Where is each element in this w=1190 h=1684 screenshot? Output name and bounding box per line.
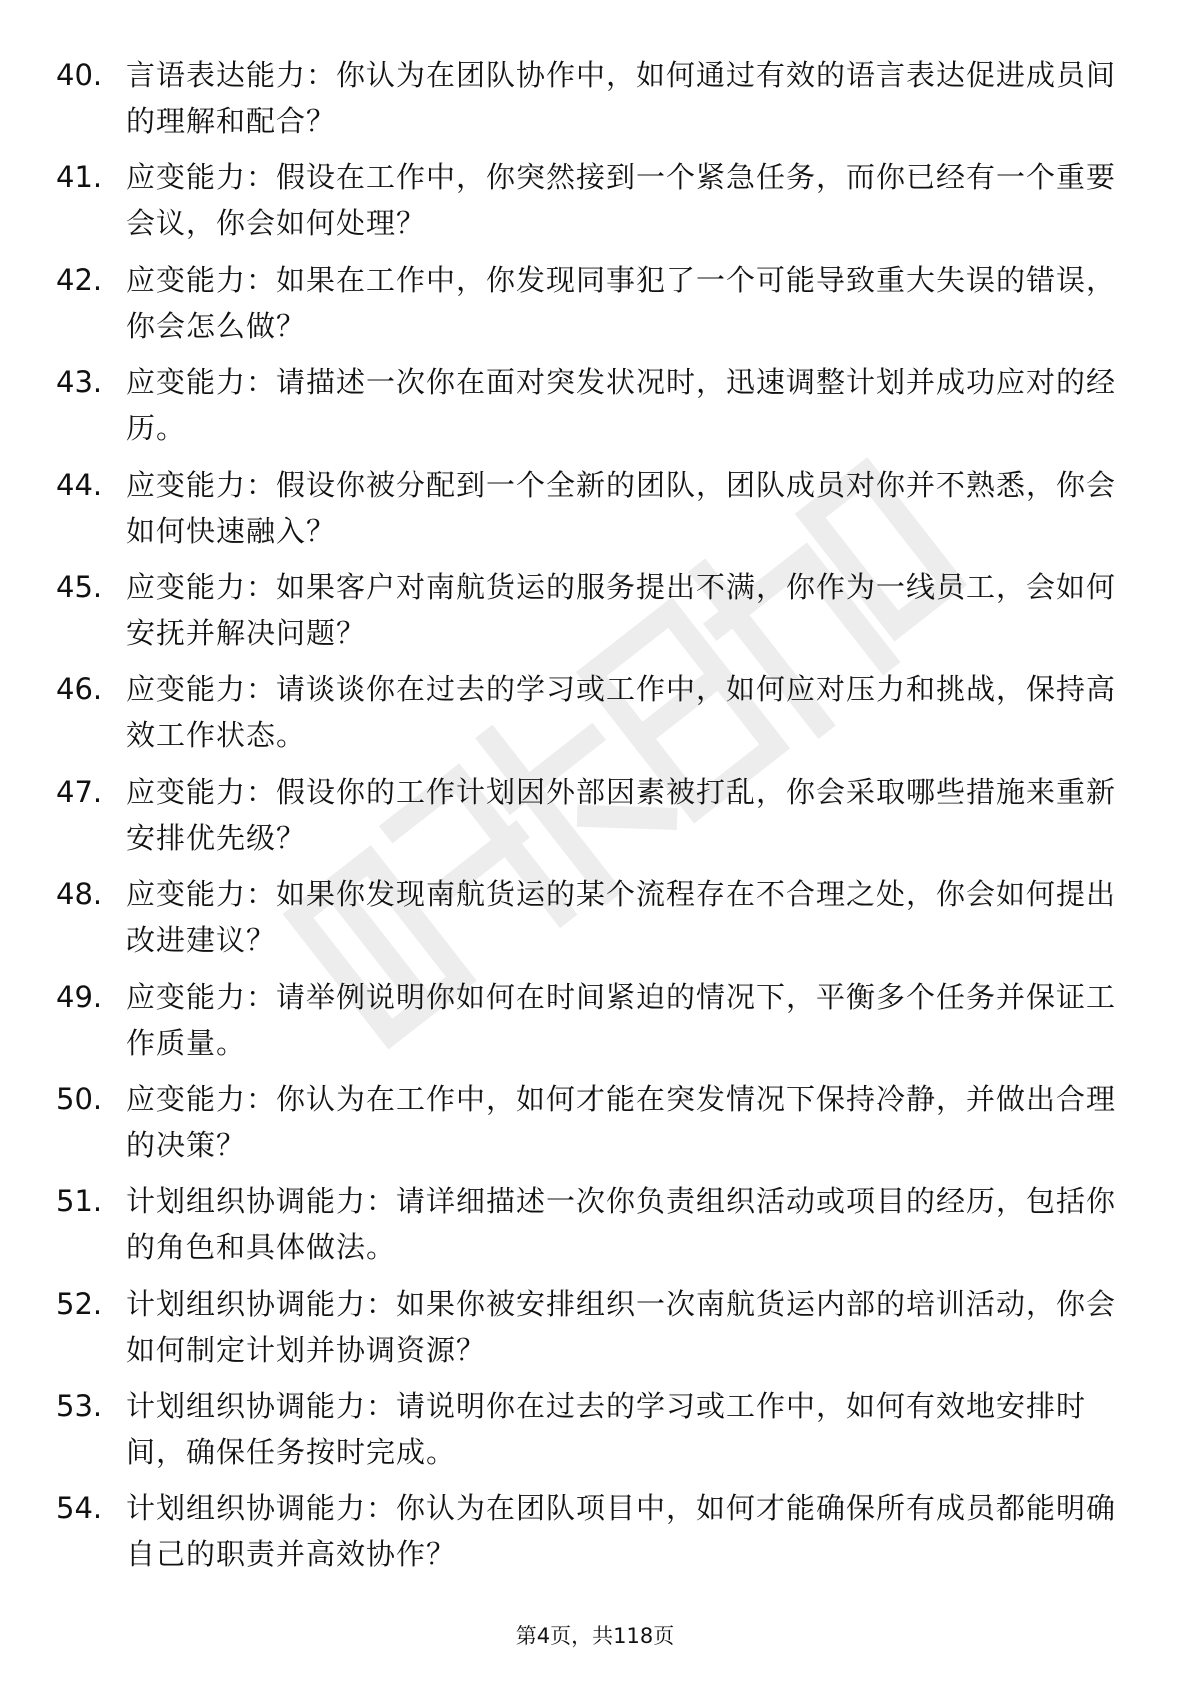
- question-text: 计划组织协调能力：请详细描述一次你负责组织活动或项目的经历，包括你的角色和具体做法。: [126, 1184, 1117, 1265]
- list-item: [56, 769, 1116, 871]
- list-item: [56, 871, 1116, 973]
- question-number: 45.: [56, 569, 103, 604]
- question-text: 应变能力：你认为在工作中，如何才能在突发情况下保持冷静，并做出合理的决策？: [126, 1081, 1117, 1162]
- list-item: [56, 564, 1116, 666]
- question-number: 53.: [56, 1389, 103, 1424]
- question-number: 51.: [56, 1184, 103, 1219]
- page-footer: 第4页，共118页: [515, 1624, 675, 1648]
- list-item: [56, 1485, 1116, 1587]
- question-number: 50.: [56, 1081, 103, 1116]
- question-text: 应变能力：请谈谈你在过去的学习或工作中，如何应对压力和挑战，保持高效工作状态。: [126, 672, 1117, 753]
- question-text: 应变能力：请举例说明你如何在时间紧迫的情况下，平衡多个任务并保证工作质量。: [126, 979, 1117, 1060]
- question-number: 54.: [56, 1491, 103, 1526]
- question-list: [56, 52, 1116, 1588]
- question-text: 应变能力：请描述一次你在面对突发状况时，迅速调整计划并成功应对的经历。: [126, 365, 1117, 446]
- list-item: [56, 1383, 1116, 1485]
- question-text: 应变能力：如果在工作中，你发现同事犯了一个可能导致重大失误的错误，你会怎么做？: [126, 262, 1117, 343]
- list-item: [56, 1178, 1116, 1280]
- question-number: 46.: [56, 672, 103, 707]
- question-number: 44.: [56, 467, 103, 502]
- question-text: 计划组织协调能力：请说明你在过去的学习或工作中，如何有效地安排时间，确保任务按时完成。: [126, 1389, 1087, 1470]
- question-number: 43.: [56, 365, 103, 400]
- question-text: 应变能力：假设你被分配到一个全新的团队，团队成员对你并不熟悉，你会如何快速融入？: [126, 467, 1117, 548]
- question-number: 49.: [56, 979, 103, 1014]
- question-number: 40.: [56, 58, 103, 92]
- question-number: 42.: [56, 262, 103, 297]
- question-text: 应变能力：假设在工作中，你突然接到一个紧急任务，而你已经有一个重要会议，你会如何处理？: [126, 160, 1117, 241]
- question-text: 应变能力：如果你发现南航货运的某个流程存在不合理之处，你会如何提出改进建议？: [126, 877, 1117, 958]
- question-text: 计划组织协调能力：你认为在团队项目中，如何才能确保所有成员都能明确自己的职责并高效协作？: [126, 1491, 1117, 1572]
- list-item: [56, 1281, 1116, 1383]
- list-item: [56, 154, 1116, 256]
- list-item: [56, 974, 1116, 1076]
- list-item: [56, 462, 1116, 564]
- list-item: [56, 257, 1116, 359]
- question-text: 言语表达能力：你认为在团队协作中，如何通过有效的语言表达促进成员间的理解和配合？: [126, 58, 1117, 138]
- list-item: [56, 1076, 1116, 1178]
- list-item: [56, 666, 1116, 768]
- question-number: 48.: [56, 877, 103, 912]
- list-item: [56, 52, 1116, 154]
- question-number: 41.: [56, 160, 103, 195]
- question-text: 应变能力：假设你的工作计划因外部因素被打乱，你会采取哪些措施来重新安排优先级？: [126, 774, 1117, 855]
- question-text: 计划组织协调能力：如果你被安排组织一次南航货运内部的培训活动，你会如何制定计划并协调资源？: [126, 1286, 1117, 1367]
- question-text: 应变能力：如果客户对南航货运的服务提出不满，你作为一线员工，会如何安抚并解决问题？: [126, 569, 1117, 650]
- question-number: 47.: [56, 774, 103, 809]
- list-item: [56, 359, 1116, 461]
- question-number: 52.: [56, 1286, 103, 1321]
